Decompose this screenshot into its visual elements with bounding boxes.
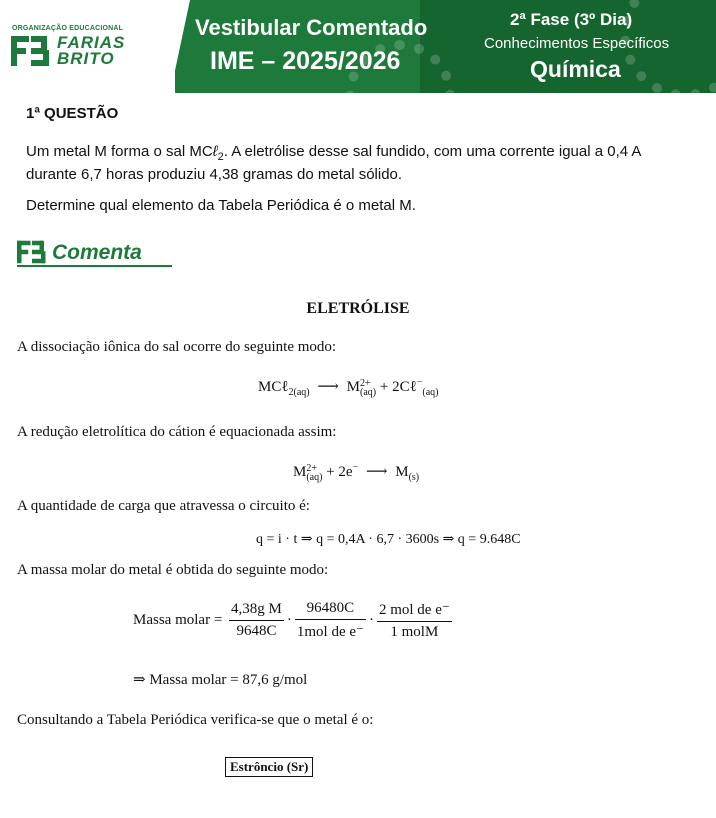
eq1-product1: M [346,379,360,395]
resolution-paragraph-3: A quantidade de carga que atravessa o circuito é: [17,498,310,514]
logo-org-label: ORGANIZAÇÃO EDUCACIONAL [12,25,124,32]
resolution-paragraph-2: A redução eletrolítica do cátion é equacionada assim: [17,424,337,440]
eq2-product: M [395,464,409,480]
comenta-logo [17,238,177,268]
fraction-faraday [295,600,366,641]
fraction-stoichiometry [377,600,452,641]
eq2-reactant-sub: (aq) [306,471,323,483]
header-title: Vestibular Comentado [195,15,428,40]
eq2-electron-sup: − [352,462,359,473]
equation-molar-mass [133,600,455,641]
eq4-label: Massa molar = [133,612,223,628]
question-line-1 [26,143,641,163]
eq2-product-sub: (s) [408,472,420,483]
question-text: Um metal M forma o sal MC [26,143,213,160]
question-ell-symbol: ℓ [212,143,218,160]
header-phase: 2ª Fase (3º Dia) [510,10,633,29]
question-number: 1ª QUESTÃO [26,105,119,122]
fraction-numerator: 4,38g M [229,601,284,621]
logo-name-farias: FARIAS [57,33,126,52]
header-subtitle: Conhecimentos Específicos [484,35,670,52]
answer-box: Estrôncio (Sr) [225,757,313,777]
question-subscript: 2 [217,151,224,163]
question-line-2: durante 6,7 horas produziu 4,38 gramas do metal sólido. [26,166,403,183]
eq1-product1-sup: 2+ [360,377,371,389]
eq1-reactant-sub: 2(aq) [288,387,310,398]
fraction-denominator: 1 molM [390,624,439,640]
header-subject: Química [530,56,621,82]
fraction-numerator: 2 mol de e⁻ [377,600,452,622]
equation-charge: q = i · t ⇒ q = 0,4A · 6,7 · 3600s ⇒ q = 9.648C [256,532,521,547]
resolution-paragraph-4: A massa molar do metal é obtida do seguinte modo: [17,562,329,578]
eq2-reactant: M [293,464,307,480]
resolution-paragraph-1: A dissociação iônica do sal ocorre do seguinte modo: [17,339,337,355]
eq1-product2-sub: (aq) [422,387,439,398]
fraction-numerator: 96480C [295,600,366,620]
resolution-paragraph-5: Consultando a Tabela Periódica verifica-se que o metal é o: [17,712,374,728]
multiplication-dot: · [368,612,374,628]
section-title: ELETRÓLISE [306,300,410,317]
eq1-plus-chloride: + 2Cℓ [379,379,417,395]
question-text: . A eletrólise desse sal fundido, com uma corrente igual a 0,4 A [223,143,642,160]
eq2-arrow: ⟶ [365,464,388,480]
comenta-label: Comenta [52,241,142,264]
eq1-reactant: MCℓ [258,379,289,395]
fraction-denominator: 1mol de e⁻ [296,624,364,640]
equation-reduction [293,462,419,483]
eq1-product1-sub: (aq) [360,386,377,398]
fraction-mass-charge [229,601,284,640]
question-line-3: Determine qual elemento da Tabela Periódica é o metal M. [26,197,416,214]
logo-name-brito: BRITO [57,49,115,68]
eq2-reactant-sup: 2+ [306,462,317,474]
equation-dissociation [258,377,439,398]
multiplication-dot: · [286,612,292,628]
header-exam: IME – 2025/2026 [210,47,401,75]
farias-brito-logo-icon [11,36,51,66]
equation-result: ⇒ Massa molar = 87,6 g/mol [133,672,308,688]
eq2-electrons: + 2e [326,464,353,480]
comenta-underline [17,265,172,267]
fraction-denominator: 9648C [236,623,277,639]
page-header [0,0,716,93]
eq1-product2-sup: − [416,377,423,388]
farias-brito-logo-icon [17,240,47,264]
eq1-arrow: ⟶ [317,379,339,395]
